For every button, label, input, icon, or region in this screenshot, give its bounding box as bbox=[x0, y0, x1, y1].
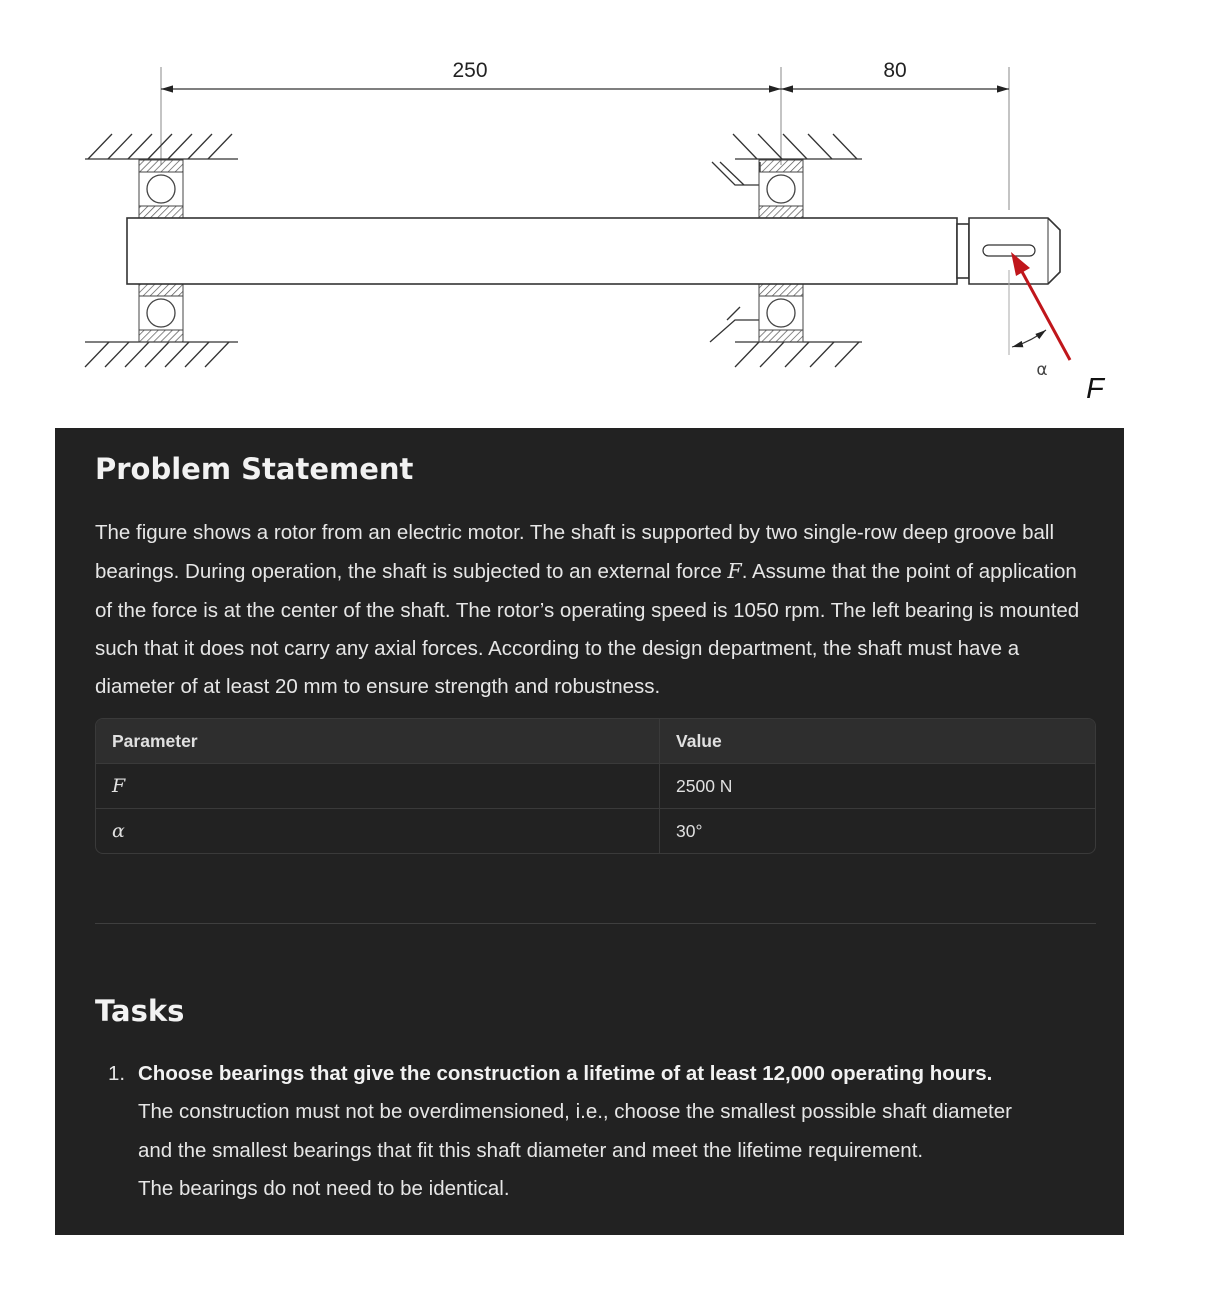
problem-text-part-1: The figure shows a rotor from an electric motor. The shaft is supported by two single-row deep groove ball bearings. During operation, the shaft is subjected to an external force bbox=[95, 521, 1055, 584]
table-row bbox=[96, 809, 1095, 853]
ground-hatch-left-bottom bbox=[85, 342, 238, 367]
task-detail-line: The construction must not be overdimensioned, i.e., choose the smallest possible shaft diameter bbox=[138, 1100, 1012, 1124]
bearing-right-bottom bbox=[759, 284, 803, 342]
content-panel bbox=[55, 428, 1124, 1235]
shaft-body bbox=[127, 218, 957, 284]
dimension-label-250: 250 bbox=[452, 59, 488, 82]
list-item bbox=[95, 1055, 1095, 1208]
bearing-right-top bbox=[759, 160, 803, 218]
tasks-heading: Tasks bbox=[95, 994, 185, 1028]
parameter-table bbox=[95, 718, 1096, 854]
table-row bbox=[96, 764, 1095, 809]
force-symbol: F bbox=[727, 559, 742, 584]
parameter-value: 2500 N bbox=[660, 764, 1095, 809]
dimension-label-80: 80 bbox=[883, 59, 907, 82]
table-header-row bbox=[96, 719, 1095, 764]
section-divider bbox=[95, 923, 1096, 924]
header-value: Value bbox=[660, 719, 1095, 764]
parameter-symbol: F bbox=[96, 764, 660, 809]
parameter-symbol: α bbox=[96, 809, 660, 853]
task-detail-line: and the smallest bearings that fit this shaft diameter and meet the lifetime requirement. bbox=[138, 1138, 924, 1162]
task-detail-line: The bearings do not need to be identical. bbox=[138, 1176, 510, 1200]
parameter-value: 30° bbox=[676, 820, 703, 841]
bearing-left-bottom bbox=[139, 284, 183, 342]
task-list bbox=[95, 1055, 1095, 1208]
problem-text-part-2: . Assume that the point of application of the force is at the center of the shaft. The rotor’s operating speed is 1050 rpm. The left bearing is mounted such that it does not carry any axial forces. According to the design department, the shaft must have a diameter of at least 20 mm to ensure strength and robustness. bbox=[95, 560, 1080, 699]
angle-label: α bbox=[1036, 360, 1048, 380]
force-label: F bbox=[1086, 373, 1104, 405]
problem-statement-text bbox=[95, 514, 1095, 706]
header-parameter: Parameter bbox=[96, 719, 660, 764]
task-title: Choose bearings that give the construction a lifetime of at least 12,000 operating hours. bbox=[138, 1062, 993, 1085]
rotor-shaft-diagram bbox=[0, 0, 1225, 428]
problem-statement-heading: Problem Statement bbox=[95, 452, 414, 486]
task-number: 1. bbox=[108, 1062, 126, 1085]
bearing-left-top bbox=[139, 160, 183, 218]
